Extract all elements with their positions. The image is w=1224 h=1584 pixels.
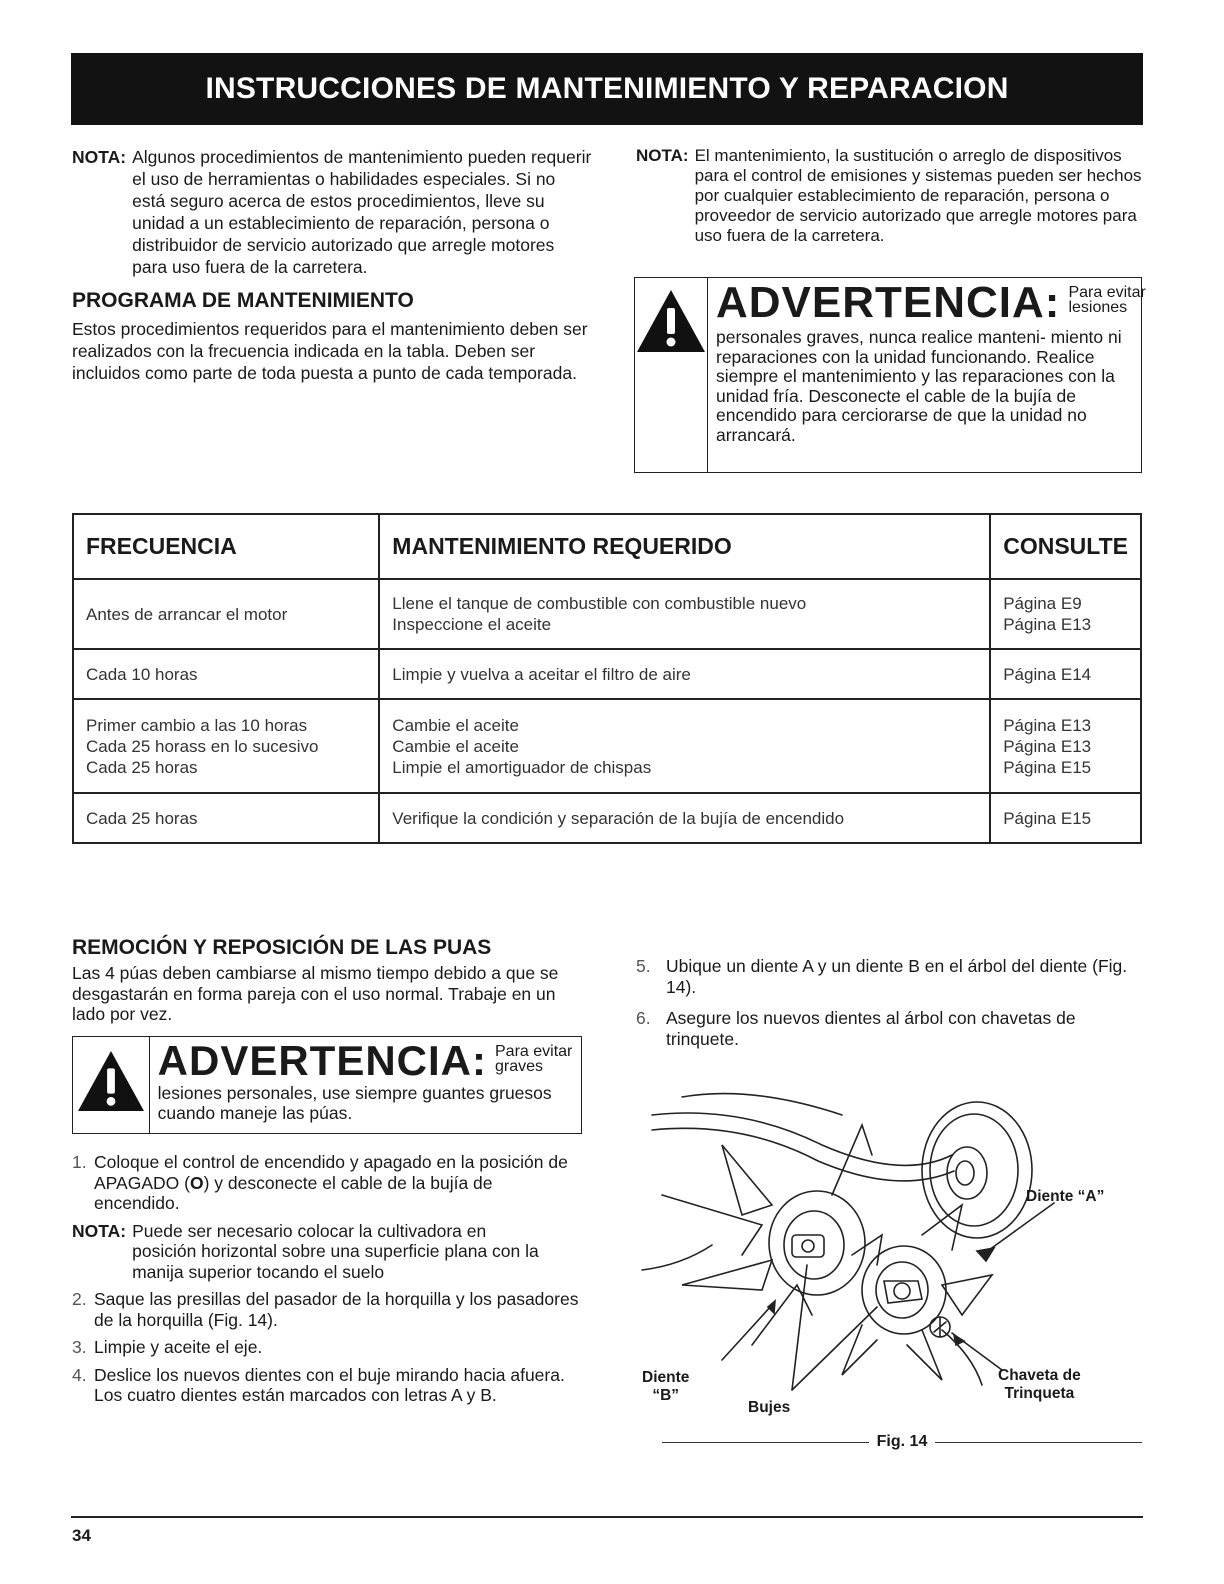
warning-body: personales graves, nunca realice manteni- miento ni reparaciones con la unidad funcionando. Realice siempre el mantenimiento y las reparaciones con la unidad fría. Desconecte el cable de la bujía de encendido para cerciorarse de que la unidad no arrancará. <box>716 327 1122 445</box>
step-5 <box>636 956 1142 998</box>
right-top-column <box>636 146 1142 246</box>
left-top-column <box>72 146 592 384</box>
step-text: Deslice los nuevos dientes con el buje mirando hacia afuera. Los cuatro dientes están marcados con letras A y B. <box>94 1364 565 1405</box>
maintenance-table <box>72 513 1142 844</box>
warning-small-text: Para evitar graves <box>495 1043 573 1075</box>
warning-triangle-cell <box>635 278 708 472</box>
step-text: Ubique un diente A y un diente B en el árbol del diente (Fig. 14). <box>666 956 1128 997</box>
note-text: El mantenimiento, la sustitución o arreglo de dispositivos para el control de emisiones y sistemas pueden ser hechos por cualquier establecimiento de reparación, persona o proveedor de servicio autorizado que arregle motores para uso fuera de la carretera. <box>694 146 1142 245</box>
warning-triangle-cell <box>73 1037 150 1133</box>
label-diente-b: Diente “B” <box>642 1369 690 1404</box>
note-emissions <box>636 146 1142 246</box>
warning-triangle-icon <box>635 288 707 354</box>
caption-rule-left <box>662 1442 869 1443</box>
tines-intro: Las 4 púas deben cambiarse al mismo tiempo debido a que se desgastarán en forma pareja con el uso normal. Trabaje en un lado por vez. <box>72 963 559 1024</box>
warning-text-block <box>150 1037 581 1133</box>
table-header-row <box>73 514 1141 579</box>
banner-title: INSTRUCCIONES DE MANTENIMIENTO Y REPARACION <box>205 72 1009 105</box>
warning-title: ADVERTENCIA: <box>716 278 1061 327</box>
program-text: Estos procedimientos requeridos para el mantenimiento deben ser realizados con la frecuencia indicada en la tabla. Deben ser incluidos como parte de toda puesta a punto de cada temporada. <box>72 319 588 383</box>
table-cell-maintenance: Limpie y vuelva a aceitar el filtro de aire <box>379 649 990 699</box>
header-consult: CONSULTE <box>990 514 1141 579</box>
caption-rule-right <box>935 1442 1142 1443</box>
table-row <box>73 793 1141 843</box>
warning-title: ADVERTENCIA: <box>157 1037 487 1084</box>
note-label: NOTA: <box>72 147 127 167</box>
label-diente-a: Diente “A” <box>1026 1188 1105 1205</box>
table-cell-consult: Página E9 Página E13 <box>990 579 1141 649</box>
step-text: Limpie y aceite el eje. <box>94 1337 263 1357</box>
step-number: 4. <box>72 1364 87 1385</box>
warning-triangle-icon <box>76 1049 146 1113</box>
tines-steps-right <box>636 956 1142 1057</box>
note-label: NOTA: <box>636 146 689 165</box>
warning-text-block <box>708 278 1160 472</box>
step-number: 5. <box>636 956 651 976</box>
table-row <box>73 579 1141 649</box>
step-text: Asegure los nuevos dientes al árbol con chavetas de trinquete. <box>666 1008 1076 1049</box>
footer-rule <box>71 1516 1143 1518</box>
warning-box-gloves <box>72 1036 582 1134</box>
step-6 <box>636 1008 1142 1050</box>
step-number: 3. <box>72 1337 87 1357</box>
table-cell-consult: Página E13 Página E13 Página E15 <box>990 699 1141 793</box>
step-2 <box>72 1289 582 1330</box>
figure-caption: Fig. 14 <box>876 1433 928 1450</box>
figure-caption-row <box>622 1433 1142 1451</box>
table-cell-consult: Página E15 <box>990 793 1141 843</box>
step-number: 2. <box>72 1289 87 1309</box>
note-tools <box>72 146 592 278</box>
table-cell-frequency: Cada 25 horas <box>73 793 379 843</box>
step-text: Coloque el control de encendido y apagado en la posición de APAGADO (O) y desconecte el cable de la bujía de encendido. <box>94 1152 568 1213</box>
header-maintenance: MANTENIMIENTO REQUERIDO <box>379 514 990 579</box>
note-horizontal <box>72 1221 582 1283</box>
step-number: 1. <box>72 1152 87 1172</box>
warning-body: lesiones personales, use siempre guantes gruesos cuando maneje las púas. <box>157 1083 552 1123</box>
program-heading: PROGRAMA DE MANTENIMIENTO <box>72 289 414 312</box>
figure-14 <box>622 1085 1142 1465</box>
step-3 <box>72 1337 582 1358</box>
table-cell-maintenance: Cambie el aceite Cambie el aceite Limpie el amortiguador de chispas <box>379 699 990 793</box>
header-frequency: FRECUENCIA <box>73 514 379 579</box>
warning-small-text: Para evitar lesiones <box>1068 284 1146 316</box>
table-cell-frequency: Cada 10 horas <box>73 649 379 699</box>
table-row <box>73 649 1141 699</box>
warning-box-maintenance <box>634 277 1146 473</box>
note-text: Puede ser necesario colocar la cultivadora en posición horizontal sobre una superficie plana con la manija superior tocando el suelo <box>132 1220 539 1282</box>
note-label: NOTA: <box>72 1220 127 1241</box>
table-cell-frequency: Antes de arrancar el motor <box>73 579 379 649</box>
warning-head <box>716 280 1154 326</box>
step-number: 6. <box>636 1008 651 1028</box>
tines-heading: REMOCIÓN Y REPOSICIÓN DE LAS PUAS <box>72 936 492 959</box>
step-text: Saque las presillas del pasador de la horquilla y los pasadores de la horquilla (Fig. 14). <box>94 1289 579 1330</box>
label-chaveta: Chaveta de Trinqueta <box>998 1367 1081 1402</box>
step-1 <box>72 1152 582 1214</box>
warning-head <box>158 1039 575 1083</box>
page-banner <box>71 53 1143 125</box>
step-4 <box>72 1365 582 1406</box>
table-cell-consult: Página E14 <box>990 649 1141 699</box>
page-number: 34 <box>72 1526 91 1545</box>
tines-section <box>72 935 582 1025</box>
table-cell-frequency: Primer cambio a las 10 horas Cada 25 horass en lo sucesivo Cada 25 horas <box>73 699 379 793</box>
note-text: Algunos procedimientos de mantenimiento pueden requerir el uso de herramientas o habilidades especiales. Si no está seguro acerca de estos procedimientos, lleve su unidad a un establecimiento de reparación, persona o distribuidor de servicio autorizado que arregle motores para uso fuera de la carretera. <box>132 147 592 277</box>
table-row <box>73 699 1141 793</box>
tines-steps-left <box>72 1152 582 1413</box>
label-bujes: Bujes <box>748 1399 791 1416</box>
table-cell-maintenance: Llene el tanque de combustible con combustible nuevo Inspeccione el aceite <box>379 579 990 649</box>
table-cell-maintenance: Verifique la condición y separación de la bujía de encendido <box>379 793 990 843</box>
